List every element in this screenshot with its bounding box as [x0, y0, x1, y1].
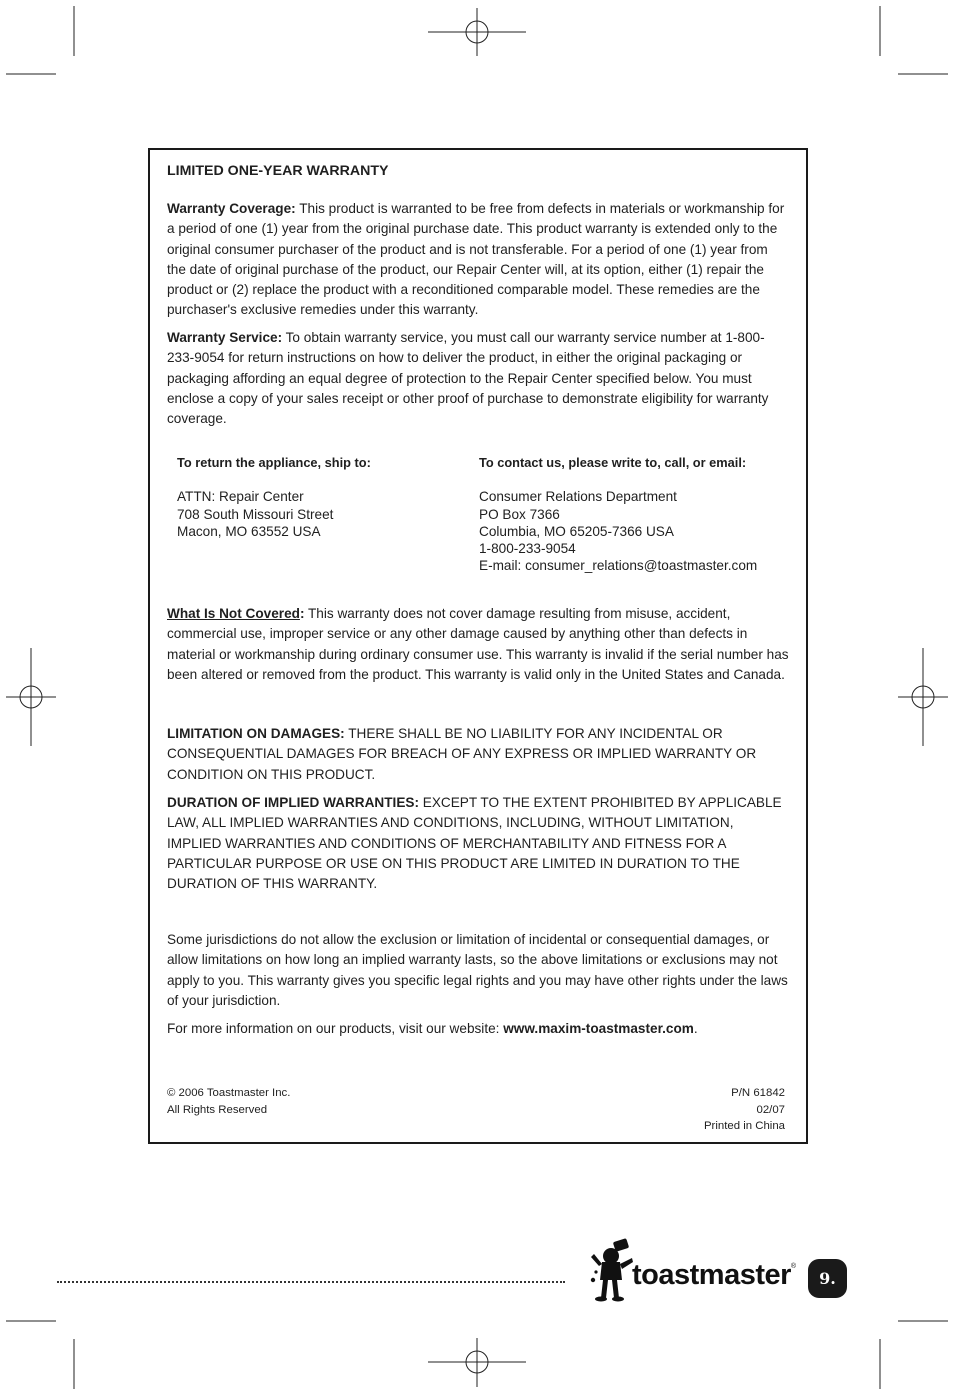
brand-name: toastmaster — [632, 1259, 791, 1291]
warranty-coverage-label: Warranty Coverage: — [167, 201, 296, 216]
page-number-badge: 9. — [808, 1259, 847, 1298]
limitation-label: LIMITATION ON DAMAGES: — [167, 726, 345, 741]
contact-phone: 1-800-233-9054 — [479, 541, 576, 557]
warranty-service-text: To obtain warranty service, you must call our warranty service number at 1-800-233-9054 for return instructions on how to deliver the product, in either the original packaging or packaging affording an equal degree of protection to the Repair Center specified below. You must enclose a copy of your sales receipt or other proof of purchase to demonstrate eligibility for warranty coverage. — [167, 330, 769, 427]
contact-line: PO Box 7366 — [479, 506, 560, 522]
contact-line: Columbia, MO 65205-7366 USA — [479, 523, 674, 539]
warranty-coverage-paragraph — [167, 199, 789, 321]
contact-line: Consumer Relations Department — [479, 489, 677, 505]
part-info-block — [704, 1085, 785, 1135]
jurisdictions-paragraph: Some jurisdictions do not allow the exclusion or limitation of incidental or consequential damages, or allow limitations on how long an implied warranty lasts, so the above limitations or exclusions may not apply to you. This warranty gives you specific legal rights and you may have other rights under the laws of your jurisdiction. — [167, 932, 788, 1008]
copyright-text: © 2006 Toastmaster Inc. — [167, 1087, 291, 1099]
warranty-coverage-text: This product is warranted to be free from defects in materials or workmanship for a period of one (1) year from the original purchase date. This product warranty is extended only to the original consumer purchaser of the product and is not transferable. For a period of one (1) year from the date of original purchase of the product, our Repair Center will, at its option, either (1) repair the product or (2) replace the product with a reconditioned comparable model. These remedies are the purchaser's exclusive remedies under this warranty. — [167, 201, 785, 318]
printed-in: Printed in China — [703, 1120, 785, 1132]
return-heading: To return the appliance, ship to: — [177, 455, 371, 470]
limitation-text: THERE SHALL BE NO LIABILITY FOR ANY INCIDENTAL OR CONSEQUENTIAL DAMAGES FOR BREACH OF ANY EXPRESS OR IMPLIED WARRANTY OR CONDITION ON THIS PRODUCT. — [167, 726, 757, 782]
duration-text: EXCEPT TO THE EXTENT PROHIBITED BY APPLICABLE LAW, ALL IMPLIED WARRANTIES AND CONDITIONS, INCLUDING, WITHOUT LIMITATION, IMPLIED WARRANTIES AND CONDITIONS OF MERCHANTABILITY AND FITNESS FOR A PARTICULAR PURPOSE OR USE ON THIS PRODUCT ARE LIMITED IN DURATION TO THE DURATION OF THIS WARRANTY. — [167, 795, 782, 892]
contact-address-column — [479, 454, 757, 575]
contact-email: E-mail: consumer_relations@toastmaster.com — [479, 558, 758, 574]
website-link[interactable]: www.maxim-toastmaster.com — [503, 1021, 694, 1036]
rights-text: All Rights Reserved — [167, 1103, 268, 1116]
return-line: 708 South Missouri Street — [177, 506, 334, 522]
registered-mark: ® — [790, 1263, 796, 1270]
duration-label: DURATION OF IMPLIED WARRANTIES: — [167, 795, 419, 810]
more-info-paragraph — [167, 1019, 789, 1039]
toastmaster-mascot-logo — [588, 1236, 634, 1302]
warranty-service-label: Warranty Service: — [167, 330, 283, 345]
copyright-block — [167, 1085, 290, 1118]
not-covered-colon: : — [299, 606, 305, 621]
more-info-text: For more information on our products, visit our website: — [167, 1021, 504, 1036]
limitation-paragraph — [167, 724, 789, 785]
not-covered-text: This warranty does not cover damage resulting from misuse, accident, commercial use, improper service or any other damage caused by anything other than defects in material or workmanship during ordinary consumer use. This warranty is invalid if the serial number has been altered or removed from the product. This warranty is valid only in the United States and Canada. — [167, 606, 789, 682]
contact-heading: To contact us, please write to, call, or email: — [479, 455, 747, 470]
part-number: P/N 61842 — [731, 1087, 785, 1099]
not-covered-label: What Is Not Covered — [167, 606, 300, 621]
warranty-title: LIMITED ONE-YEAR WARRANTY — [167, 163, 389, 179]
more-info-period: . — [693, 1021, 698, 1036]
dotted-rule — [57, 1281, 565, 1283]
return-line: ATTN: Repair Center — [177, 489, 304, 505]
date-code: 02/07 — [756, 1103, 785, 1116]
not-covered-paragraph — [167, 604, 789, 685]
return-address-column — [177, 454, 371, 540]
duration-paragraph — [167, 793, 789, 894]
return-line: Macon, MO 63552 USA — [177, 523, 321, 539]
warranty-service-paragraph — [167, 328, 789, 429]
brand-wordmark — [632, 1259, 796, 1292]
